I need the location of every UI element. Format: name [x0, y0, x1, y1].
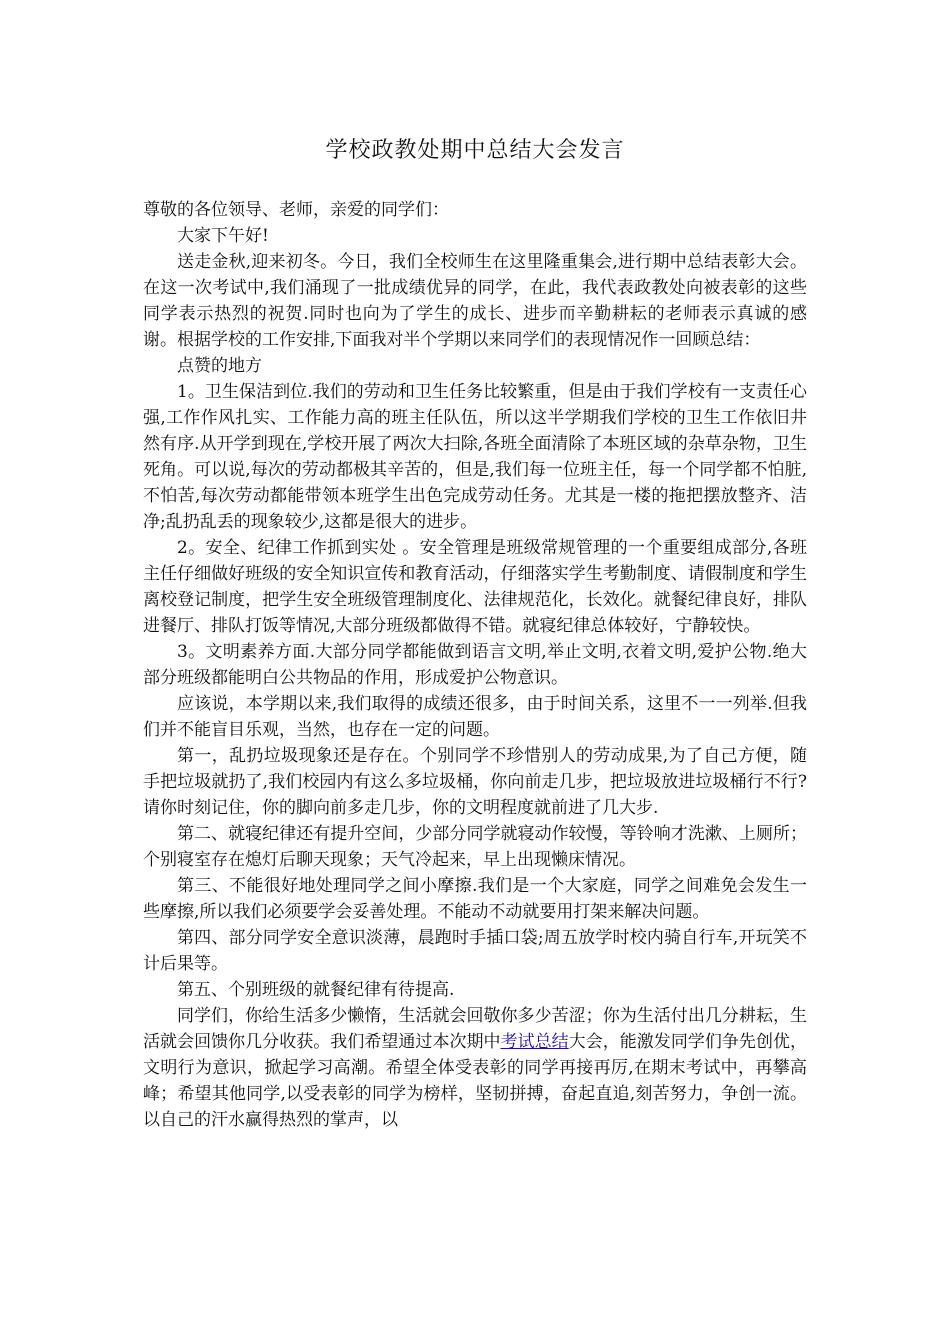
closing-text-end: 大会，能激发同学们争先创优，文明行为意识，掀起学习高潮。希望全体受表彰的同学再接再厉,在期末考试中，再攀高峰；希望其他同学,以受表彰的同学为榜样，坚韧拼搏，奋起直追,刻苦努力，争创一流。以自己的汗水赢得热烈的掌声，以 — [143, 1032, 808, 1130]
problem-paragraph-2: 第二、就寝纪律还有提升空间，少部分同学就寝动作较慢，等铃响才洗漱、上厕所；个别寝室存在熄灯后聊天现象；天气冷起来，早上出现懒床情况。 — [143, 824, 807, 870]
intro-paragraph: 送走金秋,迎来初冬。今日，我们全校师生在这里隆重集会,进行期中总结表彰大会。在这一次考试中,我们涌现了一批成绩优异的同学，在此，我代表政教处向被表彰的这些同学表示热烈的祝贺.同时也向为了学生的成长、进步而辛勤耕耘的老师表示真诚的感谢。根据学校的工作安排,下面我对半个学期以来同学们的表现情况作一回顾总结： — [143, 252, 807, 350]
greeting: 大家下午好! — [177, 226, 269, 246]
problem-paragraph-1: 第一，乱扔垃圾现象还是存在。个别同学不珍惜别人的劳动成果,为了自己方便，随手把垃圾就扔了,我们校园内有这么多垃圾桶，你向前走几步，把垃圾放进垃圾桶行不行?请你时刻记住，你的脚向前多走几步，你的文明程度就前进了几大步. — [143, 746, 807, 818]
transition-paragraph: 应该说，本学期以来,我们取得的成绩还很多，由于时间关系，这里不一一列举.但我们并不能盲目乐观，当然，也存在一定的问题。 — [143, 694, 807, 740]
closing-paragraph — [143, 1003, 807, 1133]
problem-paragraph-3: 第三、不能很好地处理同学之间小摩擦.我们是一个大家庭，同学之间难免会发生一些摩擦,所以我们必须要学会妥善处理。不能动不动就要用打架来解决问题。 — [143, 876, 807, 922]
problem-paragraph-4: 第四、部分同学安全意识淡薄，晨跑时手插口袋;周五放学时校内骑自行车,开玩笑不计后果等。 — [143, 928, 807, 974]
closing-text-start: 同学们，你给生活多少懒惰，生活就会回敬你多少苦涩；你为生活付出几分耕耘，生活就会回馈你几分收获。我们希望通过本次期中 — [143, 1006, 807, 1052]
document-page — [143, 0, 807, 1133]
praise-paragraph-3: 3。文明素养方面.大部分同学都能做到语言文明,举止文明,衣着文明,爱护公物.绝大部分班级都能明白公共物品的作用，形成爱护公物意识。 — [143, 642, 807, 688]
document-title: 学校政教处期中总结大会发言 — [325, 138, 625, 163]
salutation: 尊敬的各位领导、老师，亲爱的同学们： — [143, 200, 449, 220]
document-body — [143, 197, 807, 1133]
praise-heading: 点赞的地方 — [177, 356, 262, 376]
praise-paragraph-1: 1。卫生保洁到位.我们的劳动和卫生任务比较繁重，但是由于我们学校有一支责任心强,工作作风扎实、工作能力高的班主任队伍，所以这半学期我们学校的卫生工作依旧井然有序.从开学到现在,学校开展了两次大扫除,各班全面清除了本班区域的杂草杂物，卫生死角。可以说,每次的劳动都极其辛苦的，但是,我们每一位班主任，每一个同学都不怕脏,不怕苦,每次劳动都能带领本班学生出色完成劳动任务。尤其是一楼的拖把摆放整齐、洁净;乱扔乱丢的现象较少,这都是很大的进步。 — [143, 382, 807, 532]
problem-paragraph-5: 第五、个别班级的就餐纪律有待提高. — [177, 980, 455, 1000]
praise-paragraph-2: 2。安全、纪律工作抓到实处 。安全管理是班级常规管理的一个重要组成部分,各班主任仔细做好班级的安全知识宣传和教育活动，仔细落实学生考勤制度、请假制度和学生离校登记制度，把学生安全班级管理制度化、法律规范化，长效化。就餐纪律良好，排队进餐厅、排队打饭等情况,大部分班级都做得不错。就寝纪律总体较好，宁静较快。 — [143, 538, 807, 636]
exam-summary-link[interactable]: 考试总结 — [500, 1032, 569, 1052]
